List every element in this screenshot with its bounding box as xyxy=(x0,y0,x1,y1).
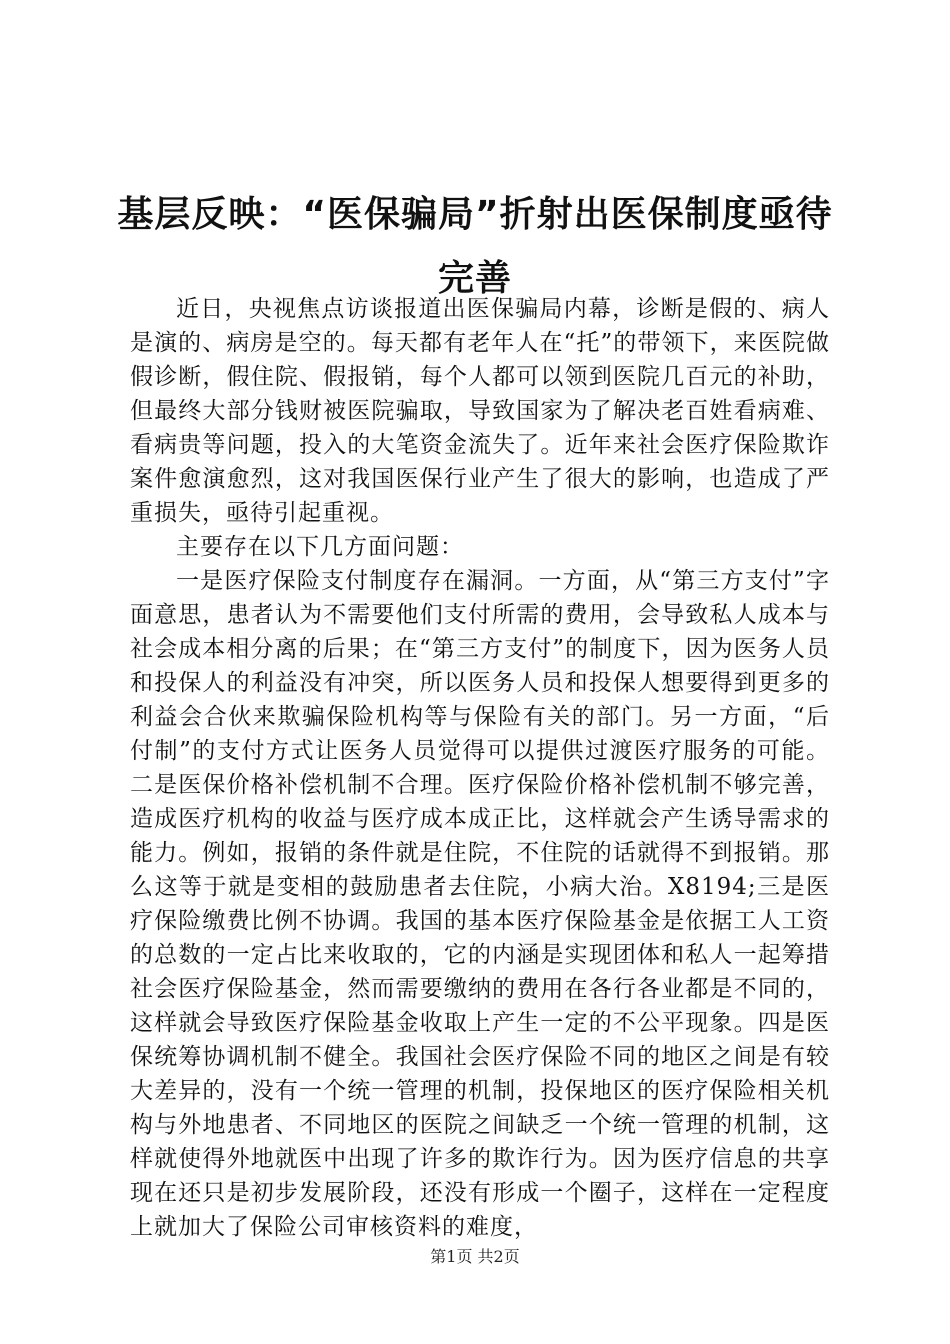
paragraph-problems-heading: 主要存在以下几方面问题： xyxy=(176,534,464,560)
document-title-line-2: 完善 xyxy=(437,258,512,299)
document-body xyxy=(130,292,830,1244)
paragraph-intro: 近日，央视焦点访谈报道出医保骗局内幕，诊断是假的、病人是演的、病房是空的。每天都有老年人在“托”的带领下，来医院做假诊断，假住院、假报销，每个人都可以领到医院几百元的补助，但最终大部分钱财被医院骗取，导致国家为了解决老百姓看病难、看病贵等问题，投入的大笔资金流失了。近年来社会医疗保险欺诈案件愈演愈烈，这对我国医保行业产生了很大的影响，也造成了严重损失，亟待引起重视。 xyxy=(130,296,830,526)
paragraph-problems-detail: 一是医疗保险支付制度存在漏洞。一方面，从“第三方支付”字面意思，患者认为不需要他们支付所需的费用，会导致私人成本与社会成本相分离的后果；在“第三方支付”的制度下，因为医务人员和投保人的利益没有冲突，所以医务人员和投保人想要得到更多的利益会合伙来欺骗保险机构等与保险有关的部门。另一方面，“后付制”的支付方式让医务人员觉得可以提供过渡医疗服务的可能。二是医保价格补偿机制不合理。医疗保险价格补偿机制不够完善，造成医疗机构的收益与医疗成本成正比，这样就会产生诱导需求的能力。例如，报销的条件就是住院，不住院的话就得不到报销。那么这等于就是变相的鼓励患者去住院，小病大治。X8194;三是医疗保险缴费比例不协调。我国的基本医疗保险基金是依据工人工资的总数的一定占比来收取的，它的内涵是实现团体和私人一起筹措社会医疗保险基金，然而需要缴纳的费用在各行各业都是不同的，这样就会导致医疗保险基金收取上产生一定的不公平现象。四是医保统筹协调机制不健全。我国社会医疗保险不同的地区之间是有较大差异的，没有一个统一管理的机制，投保地区的医疗保险相关机构与外地患者、不同地区的医院之间缺乏一个统一管理的机制，这样就使得外地就医中出现了许多的欺诈行为。因为医疗信息的共享现在还只是初步发展阶段，还没有形成一个圈子，这样在一定程度上就加大了保险公司审核资料的难度， xyxy=(130,568,830,1240)
document-title-line-1: 基层反映：“医保骗局”折射出医保制度亟待 xyxy=(117,194,833,235)
page-footer: 第1页 共2页 xyxy=(430,1247,520,1266)
